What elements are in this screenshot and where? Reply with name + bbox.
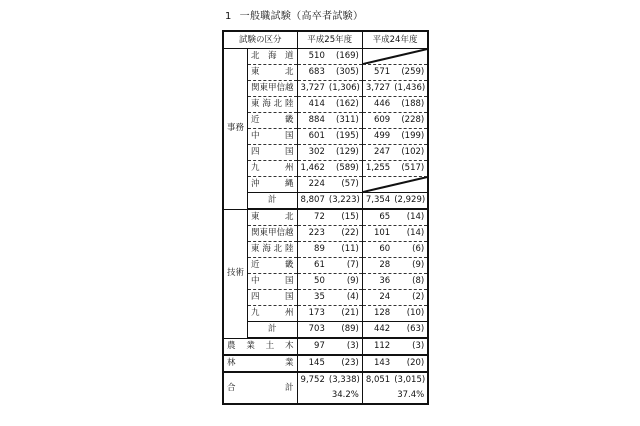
female-count: (228) <box>401 115 425 125</box>
female-count: (63) <box>406 324 425 334</box>
region-label: 沖縄 <box>248 177 298 193</box>
female-count: (14) <box>406 212 425 222</box>
section-title-text: 一般職試験（高卒者試験） <box>239 11 364 22</box>
empty-cell <box>362 177 428 193</box>
count: 499 <box>373 131 391 141</box>
header-h24: 平成24年度 <box>362 31 428 49</box>
pct-h25: 34.2% <box>297 388 362 404</box>
region-label: 東北 <box>248 209 298 226</box>
table-row <box>223 258 428 274</box>
region-label: 四国 <box>248 145 298 161</box>
table-row-nogyo <box>223 338 428 355</box>
count: 28 <box>379 260 391 270</box>
value-cell-h25 <box>297 290 362 306</box>
female-count: (22) <box>341 228 359 238</box>
value-cell-h24 <box>362 242 428 258</box>
value-cell-h24 <box>362 81 428 97</box>
female-count: (21) <box>341 308 359 318</box>
count: 446 <box>373 99 391 109</box>
subtotal-label: 計 <box>248 322 298 339</box>
region-label: 関東甲信越 <box>248 226 298 242</box>
female-count: (11) <box>341 244 359 254</box>
empty-cell <box>362 49 428 65</box>
female-count: (195) <box>336 131 359 141</box>
count: 510 <box>308 51 325 61</box>
region-label: 近畿 <box>248 113 298 129</box>
region-label: 四国 <box>248 290 298 306</box>
value-cell-h25 <box>297 372 362 388</box>
value-cell-h24 <box>362 161 428 177</box>
value-cell-h25 <box>297 209 362 226</box>
value-cell-h24 <box>362 372 428 388</box>
header-category: 試験の区分 <box>223 31 297 49</box>
value-cell-h24 <box>362 290 428 306</box>
female-count: (311) <box>336 115 359 125</box>
female-count: (2) <box>412 292 425 302</box>
value-cell-h24 <box>362 129 428 145</box>
table-row <box>223 97 428 113</box>
female-count: (2,929) <box>394 195 426 205</box>
value-cell-h25 <box>297 306 362 322</box>
table-row <box>223 306 428 322</box>
count: 223 <box>308 228 325 238</box>
count: 143 <box>373 358 391 368</box>
female-count: (102) <box>401 147 425 157</box>
value-cell-h24 <box>362 193 428 210</box>
section-title <box>225 7 363 22</box>
count: 3,727 <box>365 83 391 93</box>
female-count: (129) <box>336 147 359 157</box>
value-cell-h25 <box>297 242 362 258</box>
count: 884 <box>308 115 325 125</box>
table-body <box>223 49 428 405</box>
value-cell-h25 <box>297 145 362 161</box>
grand-total-label: 合 計 <box>223 372 297 404</box>
female-count: (305) <box>336 67 359 77</box>
value-cell-h24 <box>362 209 428 226</box>
value-cell-h24 <box>362 113 428 129</box>
value-cell-h25 <box>297 129 362 145</box>
female-count: (23) <box>341 358 359 368</box>
header-h25: 平成25年度 <box>297 31 362 49</box>
count: 97 <box>314 341 325 351</box>
count: 173 <box>308 308 325 318</box>
region-label: 九州 <box>248 161 298 177</box>
region-label: 東海北陸 <box>248 97 298 113</box>
female-count: (3,223) <box>328 195 360 205</box>
count: 302 <box>308 147 325 157</box>
count: 24 <box>379 292 391 302</box>
table-row <box>223 274 428 290</box>
table-row <box>223 65 428 81</box>
grand-total-row <box>223 372 428 388</box>
category-label: 農業土木 <box>223 338 297 355</box>
value-cell-h25 <box>297 355 362 372</box>
count: 3,727 <box>300 83 325 93</box>
table-row-ringyo <box>223 355 428 372</box>
female-count: (517) <box>401 163 425 173</box>
region-label: 九州 <box>248 306 298 322</box>
female-count: (3,015) <box>394 375 426 385</box>
region-label: 中国 <box>248 274 298 290</box>
female-count: (162) <box>336 99 359 109</box>
table-row <box>223 113 428 129</box>
female-count: (188) <box>401 99 425 109</box>
count: 1,462 <box>300 163 325 173</box>
count: 703 <box>308 324 325 334</box>
count: 112 <box>373 341 391 351</box>
female-count: (89) <box>341 324 359 334</box>
subtotal-row <box>223 193 428 210</box>
value-cell-h25 <box>297 338 362 355</box>
count: 72 <box>314 212 325 222</box>
female-count: (15) <box>341 212 359 222</box>
count: 35 <box>314 292 325 302</box>
value-cell-h24 <box>362 274 428 290</box>
value-cell-h24 <box>362 97 428 113</box>
table-row <box>223 161 428 177</box>
count: 61 <box>314 260 325 270</box>
exam-applicants-table <box>222 30 429 405</box>
region-label: 東海北陸 <box>248 242 298 258</box>
value-cell-h24 <box>362 226 428 242</box>
female-count: (589) <box>336 163 359 173</box>
female-count: (14) <box>406 228 425 238</box>
table-row <box>223 145 428 161</box>
region-label: 中国 <box>248 129 298 145</box>
female-count: (7) <box>346 260 359 270</box>
count: 128 <box>373 308 391 318</box>
value-cell-h24 <box>362 338 428 355</box>
count: 101 <box>373 228 391 238</box>
value-cell-h25 <box>297 113 362 129</box>
value-cell-h24 <box>362 65 428 81</box>
table-row <box>223 209 428 226</box>
female-count: (20) <box>406 358 425 368</box>
value-cell-h25 <box>297 97 362 113</box>
count: 224 <box>308 179 325 189</box>
category-label: 林業 <box>223 355 297 372</box>
table-row <box>223 290 428 306</box>
value-cell-h25 <box>297 49 362 65</box>
region-label: 関東甲信越 <box>248 81 298 97</box>
female-count: (4) <box>346 292 359 302</box>
count: 609 <box>373 115 391 125</box>
female-count: (3) <box>412 341 425 351</box>
count: 1,255 <box>365 163 391 173</box>
female-count: (9) <box>346 276 359 286</box>
section-label-jimu: 事務 <box>223 49 248 210</box>
subtotal-row <box>223 322 428 339</box>
female-count: (1,306) <box>328 83 360 93</box>
table-row <box>223 242 428 258</box>
value-cell-h25 <box>297 226 362 242</box>
female-count: (57) <box>341 179 359 189</box>
count: 60 <box>379 244 391 254</box>
table-row <box>223 81 428 97</box>
female-count: (6) <box>412 244 425 254</box>
table-row <box>223 226 428 242</box>
count: 414 <box>308 99 325 109</box>
region-label: 北海道 <box>248 49 298 65</box>
region-label: 東北 <box>248 65 298 81</box>
count: 683 <box>308 67 325 77</box>
value-cell-h25 <box>297 177 362 193</box>
value-cell-h25 <box>297 322 362 339</box>
region-label: 近畿 <box>248 258 298 274</box>
table-row <box>223 49 428 65</box>
table-row <box>223 177 428 193</box>
female-count: (169) <box>336 51 359 61</box>
section-label-gijutsu: 技術 <box>223 209 248 338</box>
header-row <box>223 31 428 49</box>
female-count: (1,436) <box>394 83 426 93</box>
count: 601 <box>308 131 325 141</box>
value-cell-h24 <box>362 322 428 339</box>
count: 50 <box>314 276 325 286</box>
count: 8,051 <box>365 375 391 385</box>
value-cell-h24 <box>362 355 428 372</box>
count: 145 <box>308 358 325 368</box>
value-cell-h25 <box>297 81 362 97</box>
female-count: (8) <box>412 276 425 286</box>
female-count: (199) <box>401 131 425 141</box>
count: 65 <box>379 212 391 222</box>
value-cell-h24 <box>362 306 428 322</box>
female-count: (3) <box>346 341 359 351</box>
value-cell-h24 <box>362 258 428 274</box>
count: 89 <box>314 244 325 254</box>
value-cell-h25 <box>297 258 362 274</box>
female-count: (3,338) <box>328 375 360 385</box>
count: 8,807 <box>300 195 325 205</box>
section-number: 1 <box>225 11 232 22</box>
count: 571 <box>373 67 391 77</box>
count: 36 <box>379 276 391 286</box>
table-row <box>223 129 428 145</box>
value-cell-h25 <box>297 161 362 177</box>
count: 9,752 <box>300 375 325 385</box>
value-cell-h24 <box>362 145 428 161</box>
female-count: (9) <box>412 260 425 270</box>
female-count: (259) <box>401 67 425 77</box>
count: 247 <box>373 147 391 157</box>
count: 442 <box>373 324 391 334</box>
subtotal-label: 計 <box>248 193 298 210</box>
female-count: (10) <box>406 308 425 318</box>
value-cell-h25 <box>297 274 362 290</box>
pct-h24: 37.4% <box>362 388 428 404</box>
count: 7,354 <box>365 195 391 205</box>
value-cell-h25 <box>297 65 362 81</box>
value-cell-h25 <box>297 193 362 210</box>
